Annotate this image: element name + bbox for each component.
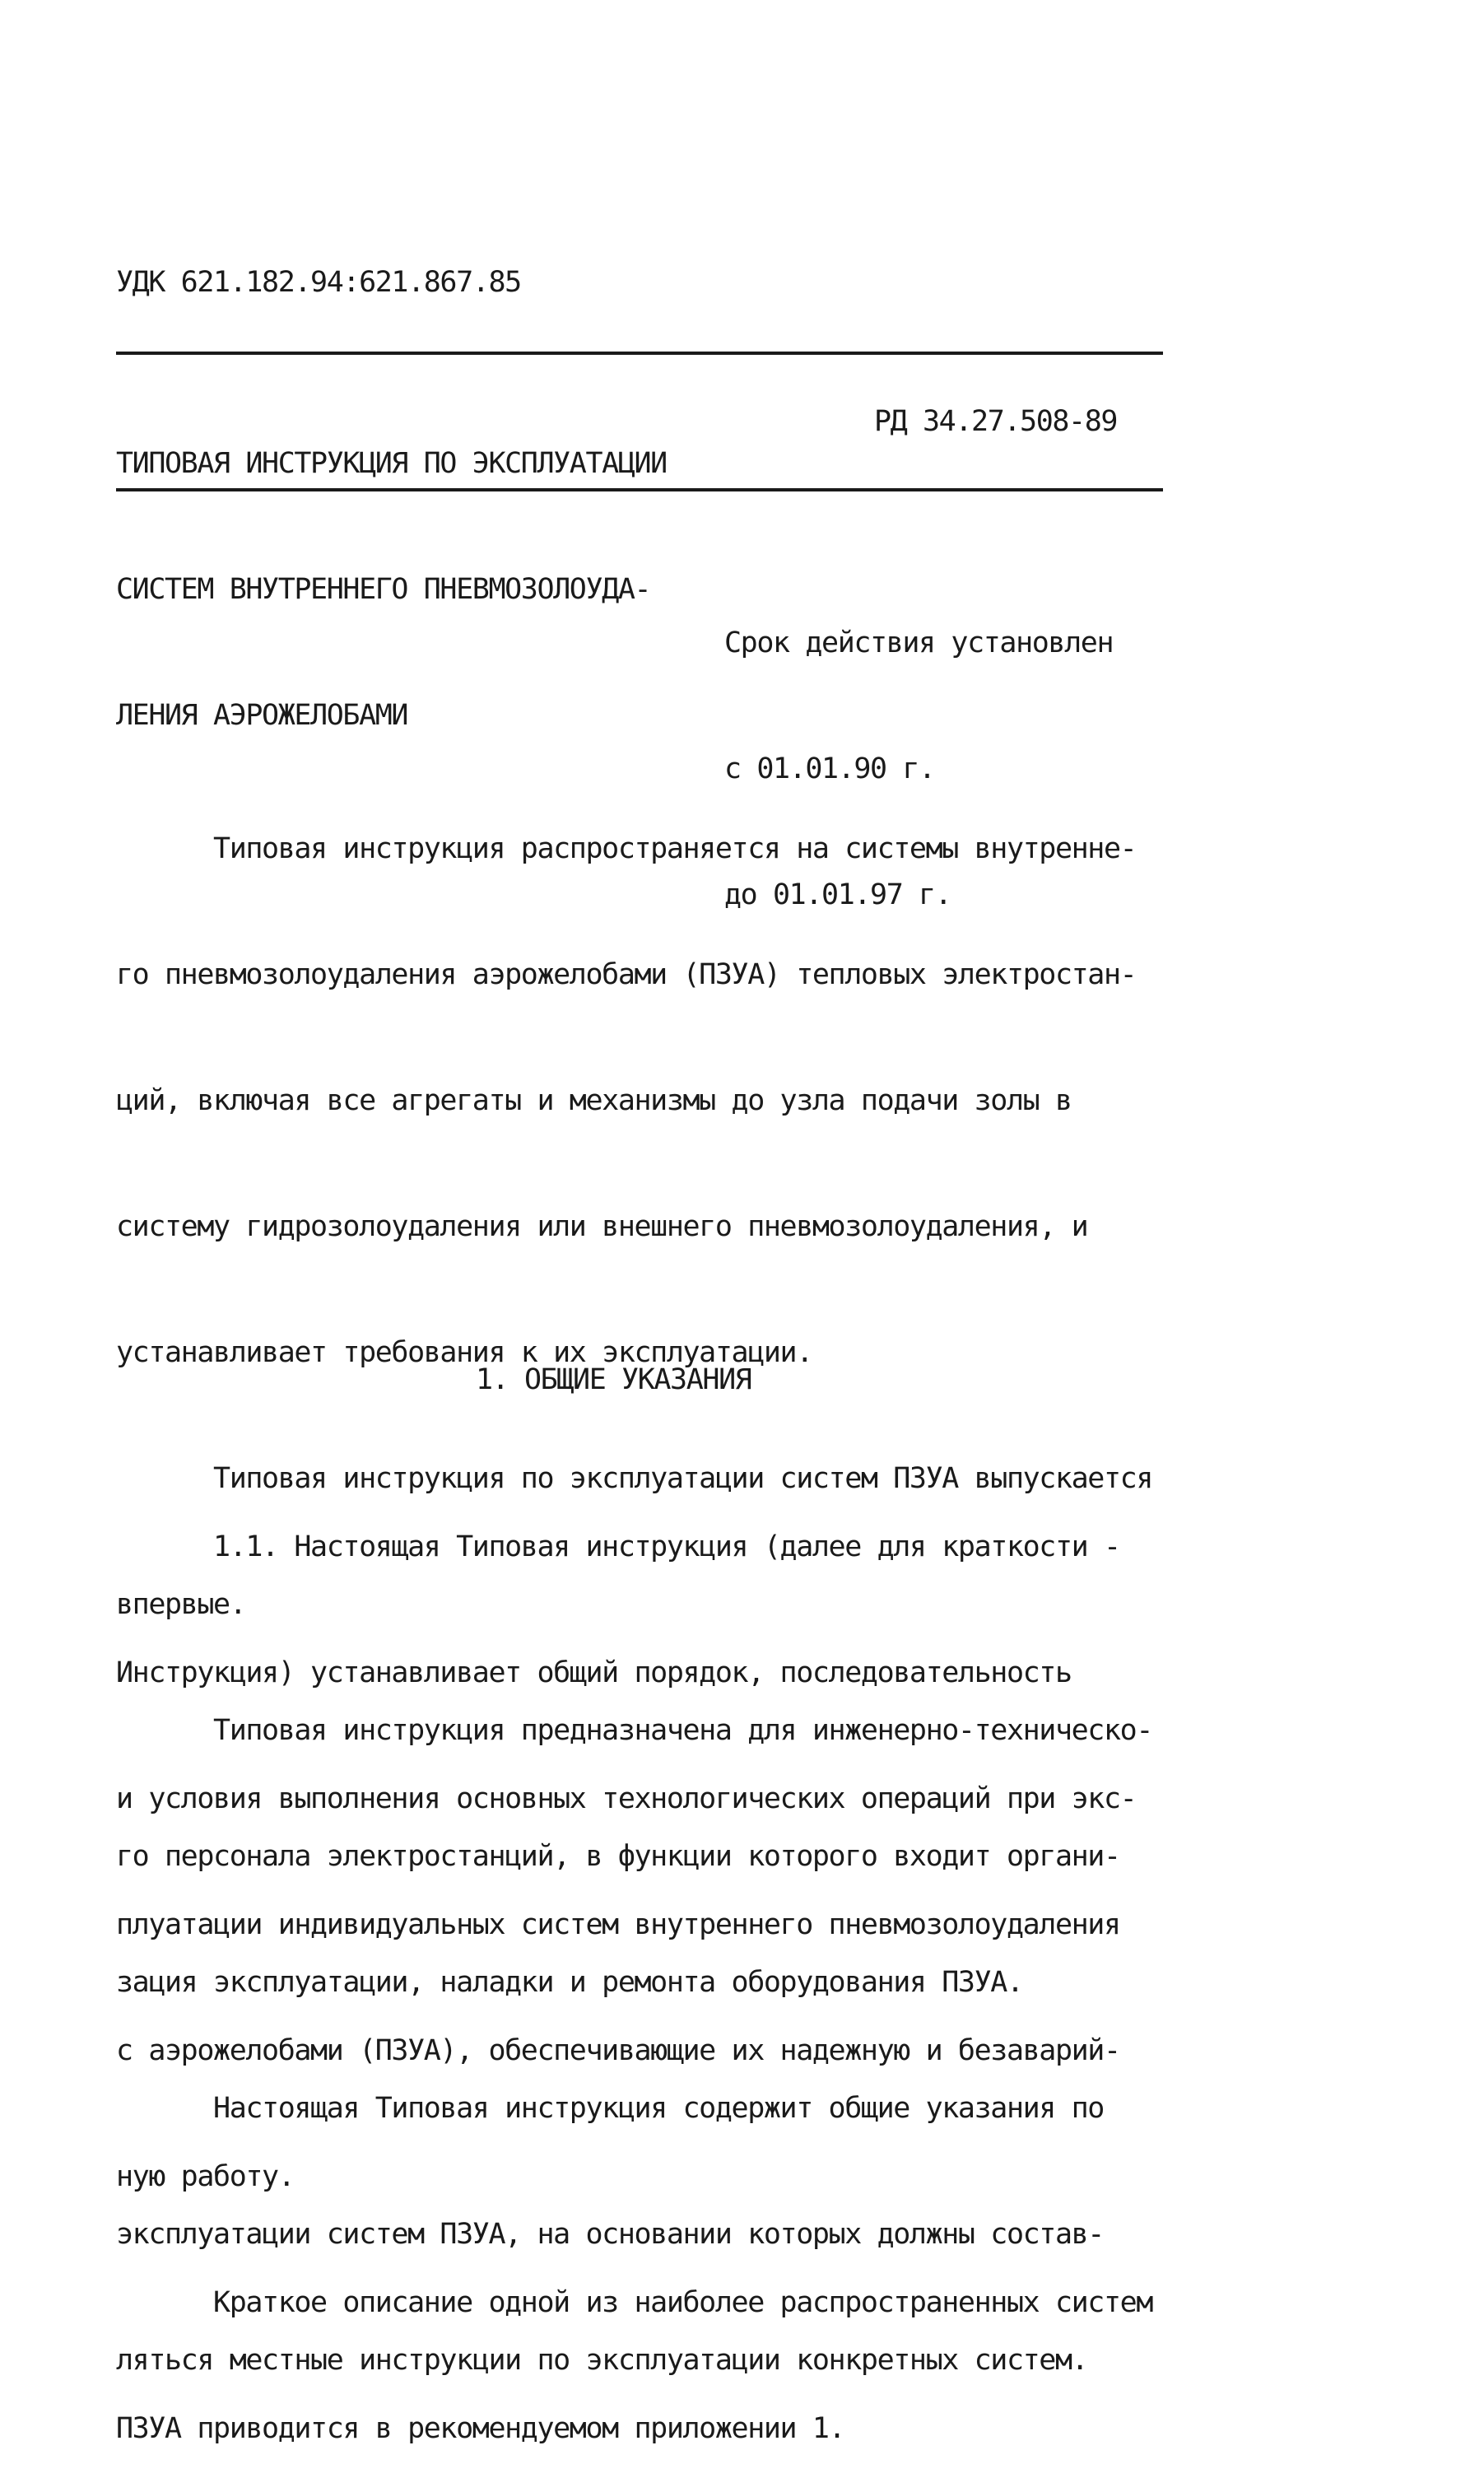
document-code: РД 34.27.508-89	[874, 405, 1118, 438]
title-line: ЛЕНИЯ АЭРОЖЕЛОБАМИ	[116, 699, 408, 732]
document-title	[116, 359, 667, 779]
udk-code: УДК 621.182.94:621.867.85	[116, 266, 521, 299]
title-line: ТИПОВАЯ ИНСТРУКЦИЯ ПО ЭКСПЛУАТАЦИИ	[116, 447, 667, 480]
header-top-rule	[116, 352, 1163, 355]
text-line: с аэрожелобами (ПЗУА), обеспечивающие их надежную и безаварий-	[116, 2034, 1120, 2067]
text-line: устанавливает требования к их эксплуатации.	[116, 1336, 812, 1369]
text-line: Инструкция) устанавливает общий порядок, последовательность	[116, 1656, 1072, 1689]
text-line: систему гидрозолоудаления или внешнего пневмозолоудаления, и	[116, 1210, 1088, 1243]
text-line: Краткое описание одной из наиболее распространенных систем	[116, 2286, 1152, 2319]
text-line: ляться местные инструкции по эксплуатации конкретных систем.	[116, 2344, 1088, 2377]
text-line: ПЗУА приводится в рекомендуемом приложении 1.	[116, 2412, 845, 2445]
text-line: Типовая инструкция предназначена для инженерно-техническо-	[116, 1714, 1152, 1747]
text-line: и условия выполнения основных технологических операций при экс-	[116, 1782, 1137, 1815]
text-line: впервые.	[116, 1588, 246, 1621]
title-line: СИСТЕМ ВНУТРЕННЕГО ПНЕВМОЗОЛОУДА-	[116, 573, 651, 606]
text-line: 1.1. Настоящая Типовая инструкция (далее для краткости -	[116, 1530, 1120, 1563]
validity-line: с 01.01.90 г.	[724, 752, 935, 785]
validity-line: Срок действия установлен	[724, 626, 1114, 659]
text-line: ную работу.	[116, 2160, 295, 2193]
text-line: плуатации индивидуальных систем внутреннего пневмозолоудаления	[116, 1908, 1120, 1941]
text-line: ций, включая все агрегаты и механизмы до узла подачи золы в	[116, 1084, 1072, 1117]
text-line: го пневмозолоудаления аэрожелобами (ПЗУА) тепловых электростан-	[116, 958, 1137, 991]
text-line: Типовая инструкция распространяется на системы внутренне-	[116, 832, 1137, 865]
text-line: эксплуатации систем ПЗУА, на основании которых должны состав-	[116, 2218, 1104, 2251]
section-heading: 1. ОБЩИЕ УКАЗАНИЯ	[476, 1363, 751, 1396]
text-line: зация эксплуатации, наладки и ремонта оборудования ПЗУА.	[116, 1966, 1023, 1999]
text-line: Типовая инструкция по эксплуатации систем ПЗУА выпускается	[116, 1462, 1152, 1495]
section-body	[116, 1442, 1152, 2492]
text-line: го персонала электростанций, в функции которого входит органи-	[116, 1840, 1120, 1873]
text-line: Настоящая Типовая инструкция содержит общие указания по	[116, 2092, 1104, 2125]
validity-line: до 01.01.97 г.	[724, 878, 951, 911]
header-bottom-rule	[116, 488, 1163, 491]
